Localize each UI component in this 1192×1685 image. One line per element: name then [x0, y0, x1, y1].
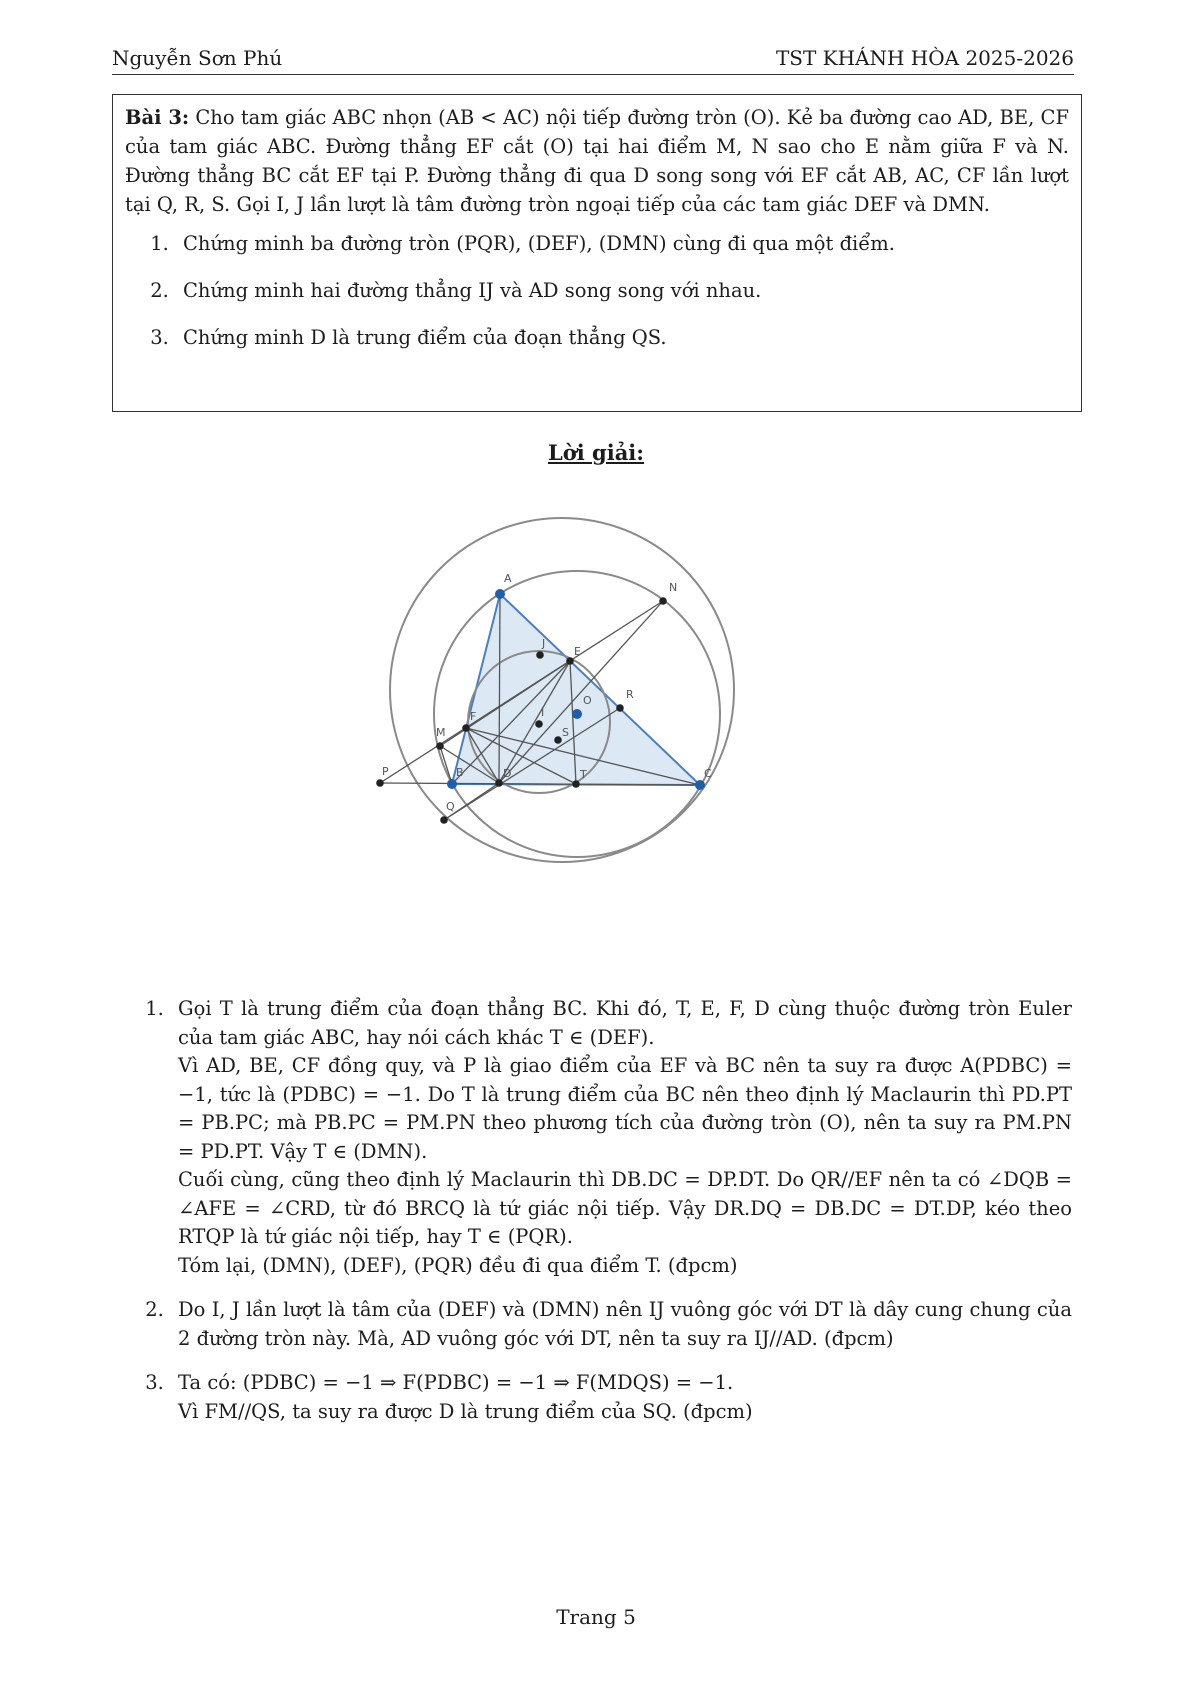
page-header — [112, 44, 1074, 75]
triangle-abc — [452, 594, 700, 785]
point-o — [572, 709, 582, 719]
solution-body — [140, 995, 1072, 1442]
label-d: D — [503, 767, 512, 780]
solution-item-2-text: 2. Do I, J lần lượt là tâm của (DEF) và (DMN) nên IJ vuông góc với DT là dây cung chung của 2 đường tròn này. Mà, AD vuông góc với DT, nên ta suy ra IJ//AD. (đpcm) — [178, 1298, 1072, 1350]
label-a: A — [504, 572, 512, 585]
geometry-diagram — [382, 550, 795, 930]
label-i: I — [541, 706, 545, 719]
label-n: N — [669, 581, 678, 594]
problem-item-2: 2. Chứng minh hai đường thẳng IJ và AD song song với nhau. — [175, 276, 1069, 305]
label-c: C — [704, 767, 712, 780]
point-r — [616, 704, 624, 712]
problem-label: Bài 3: — [125, 106, 190, 129]
point-c — [695, 780, 705, 790]
label-s: S — [562, 726, 569, 739]
geometry-figure — [382, 550, 795, 930]
label-f: F — [470, 710, 477, 723]
solution-item-1 — [170, 995, 1072, 1280]
solution-item-1-line-1: 1. Gọi T là trung điểm của đoạn thẳng BC. Khi đó, T, E, F, D cùng thuộc đường tròn Euler của tam giác ABC, hay nói cách khác T ∈ (DEF). — [178, 997, 1072, 1049]
solution-item-2 — [170, 1296, 1072, 1353]
solution-item-1-line-4: Tóm lại, (DMN), (DEF), (PQR) đều đi qua điểm T. (đpcm) — [178, 1253, 738, 1277]
point-m — [436, 742, 444, 750]
solution-item-1-line-3: Cuối cùng, cũng theo định lý Maclaurin thì DB.DC = DP.DT. Do QR//EF nên ta có ∠DQB = ∠AFE = ∠CRD, từ đó BRCQ là tứ giác nội tiếp. Vậy DR.DQ = DB.DC = DT.DP, kéo theo RTQP là tứ giác nội tiếp, hay T ∈ (PQR). — [178, 1168, 1072, 1248]
label-o: O — [583, 694, 592, 707]
point-e — [566, 657, 574, 665]
solution-item-3 — [170, 1369, 1072, 1426]
page-number: Trang 5 — [556, 1605, 636, 1629]
problem-list — [125, 229, 1069, 352]
label-m: M — [436, 726, 446, 739]
problem-box — [112, 94, 1082, 412]
point-f — [462, 724, 470, 732]
point-d — [495, 779, 503, 787]
solution-heading: Lời giải: — [547, 440, 645, 465]
label-e: E — [574, 645, 581, 658]
label-t: T — [580, 768, 587, 781]
problem-statement — [125, 103, 1069, 219]
point-i — [535, 720, 543, 728]
problem-text: Cho tam giác ABC nhọn (AB < AC) nội tiếp đường tròn (O). Kẻ ba đường cao AD, BE, CF của tam giác ABC. Đường thẳng EF cắt (O) tại hai điểm M, N sao cho E nằm giữa F và N. Đường thẳng BC cắt EF tại P. Đường thẳng đi qua D song song với EF cắt AB, AC, CF lần lượt tại Q, R, S. Gọi I, J lần lượt là tâm đường tròn ngoại tiếp của các tam giác DEF và DMN. — [125, 106, 1069, 216]
label-p: P — [382, 765, 389, 778]
point-p — [376, 779, 384, 787]
point-s — [554, 736, 562, 744]
point-t — [572, 780, 580, 788]
point-n — [659, 597, 667, 605]
problem-item-1: 1. Chứng minh ba đường tròn (PQR), (DEF), (DMN) cùng đi qua một điểm. — [175, 229, 1069, 258]
label-j: J — [542, 637, 546, 650]
point-j — [536, 651, 544, 659]
label-b: B — [456, 766, 464, 779]
author-name: Nguyễn Sơn Phú — [112, 46, 283, 70]
solution-item-3-line-1: 3. Ta có: (PDBC) = −1 ⇒ F(PDBC) = −1 ⇒ F(MDQS) = −1. — [178, 1371, 734, 1394]
solution-item-3-line-2: Vì FM//QS, ta suy ra được D là trung điểm của SQ. (đpcm) — [178, 1399, 753, 1423]
point-q — [440, 816, 448, 824]
problem-item-3: 3. Chứng minh D là trung điểm của đoạn thẳng QS. — [175, 323, 1069, 352]
label-q: Q — [446, 800, 455, 813]
solution-list — [140, 995, 1072, 1426]
solution-item-1-line-2: Vì AD, BE, CF đồng quy, và P là giao điểm của EF và BC nên ta suy ra được A(PDBC) = −1, tức là (PDBC) = −1. Do T là trung điểm của BC nên theo định lý Maclaurin thì PD.PT = PB.PC; mà PB.PC = PM.PN theo phương tích của đường tròn (O), nên ta suy ra PM.PN = PD.PT. Vậy T ∈ (DMN). — [178, 1054, 1072, 1163]
document-title: TST KHÁNH HÒA 2025-2026 — [775, 46, 1074, 70]
point-b — [447, 779, 457, 789]
label-r: R — [626, 688, 634, 701]
point-a — [495, 589, 505, 599]
